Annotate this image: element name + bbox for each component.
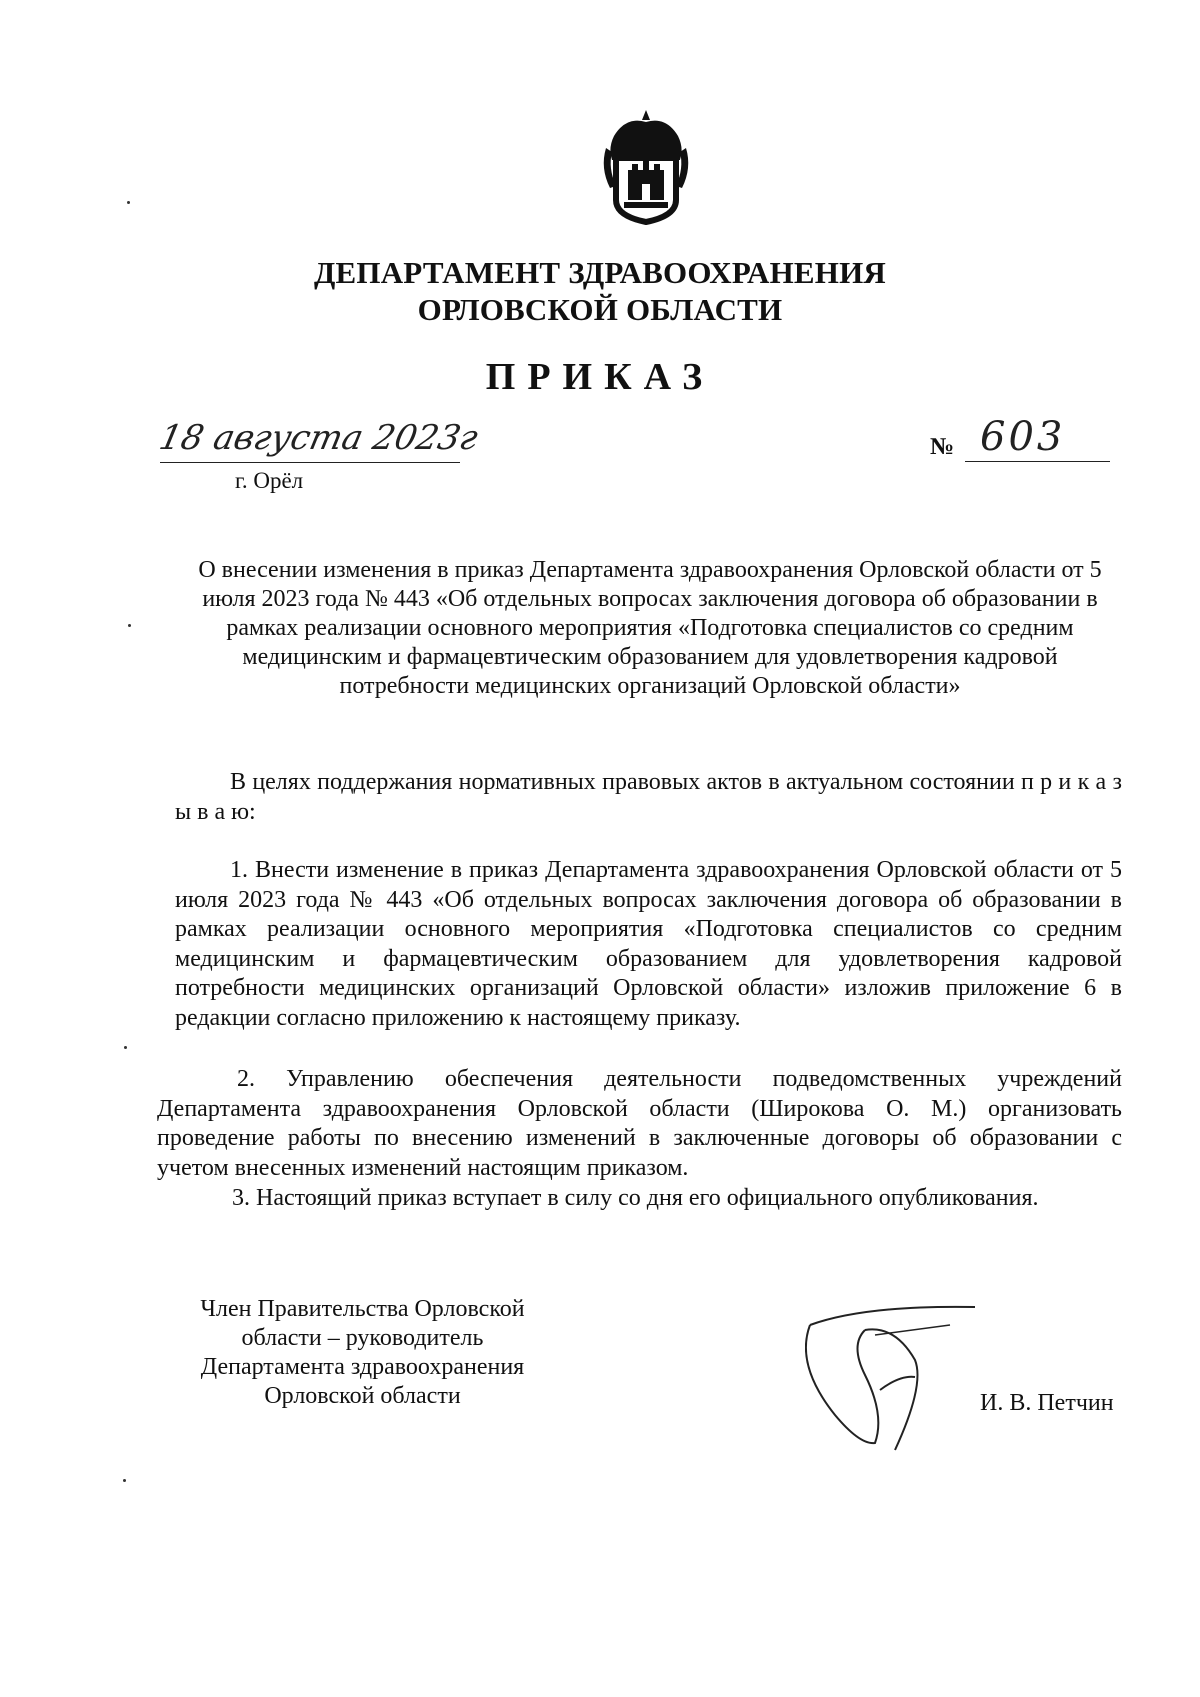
signatory-name: И. В. Петчин [980, 1390, 1114, 1416]
handwritten-number: 603 [980, 414, 1066, 460]
date-underline [160, 462, 460, 463]
coat-of-arms-emblem [596, 108, 696, 228]
scan-speck [127, 201, 130, 204]
scan-speck [128, 624, 131, 627]
handwritten-signature [805, 1305, 985, 1455]
document-subject: О внесении изменения в приказ Департамента здравоохранения Орловской области от 5 июля 2023 года № 443 «Об отдельных вопросах заключения договора об образовании в рамках реализации основного мероприятия «Подготовка специалистов со средним медицинским и фармацевтическим образованием для удовлетворения кадровой потребности медицинских организаций Орловской области» [198, 557, 1102, 699]
department-name-line1: ДЕПАРТАМЕНТ ЗДРАВООХРАНЕНИЯ [314, 255, 886, 290]
signatory-position: Член Правительства Орловской области – руководитель Департамента здравоохранения Орловской области [200, 1296, 525, 1409]
number-underline [965, 461, 1110, 462]
order-item-3: 3. Настоящий приказ вступает в силу со дня его официального опубликования. [232, 1185, 1039, 1211]
department-name-line2: ОРЛОВСКОЙ ОБЛАСТИ [417, 292, 783, 327]
order-intro-paragraph: В целях поддержания нормативных правовых актов в актуальном состоянии п р и к а з ы в а ю: [175, 769, 1122, 825]
document-type-title: ПРИКАЗ [485, 356, 715, 398]
order-item-1: 1. Внести изменение в приказ Департамента здравоохранения Орловской области от 5 июля 2023 года № 443 «Об отдельных вопросах заключения договора об образовании в рамках реализации основного мероприятия «Подготовка специалистов со средним медицинским и фармацевтическим образованием для удовлетворения кадровой потребности медицинских организаций Орловской области» изложив приложение 6 в редакции согласно приложению к настоящему приказу. [175, 857, 1122, 1031]
scan-speck [123, 1479, 126, 1482]
order-item-2: 2. Управлению обеспечения деятельности подведомственных учреждений Департамента здравоохранения Орловской области (Широкова О. М.) организовать проведение работы по внесению изменений в заключенные договоры об образовании с учетом внесенных изменений настоящим приказом. [157, 1066, 1122, 1181]
number-label: № [930, 434, 955, 460]
handwritten-date: 18 августа 2023г [155, 418, 482, 458]
scan-speck [124, 1046, 127, 1049]
city-label: г. Орёл [235, 468, 304, 493]
